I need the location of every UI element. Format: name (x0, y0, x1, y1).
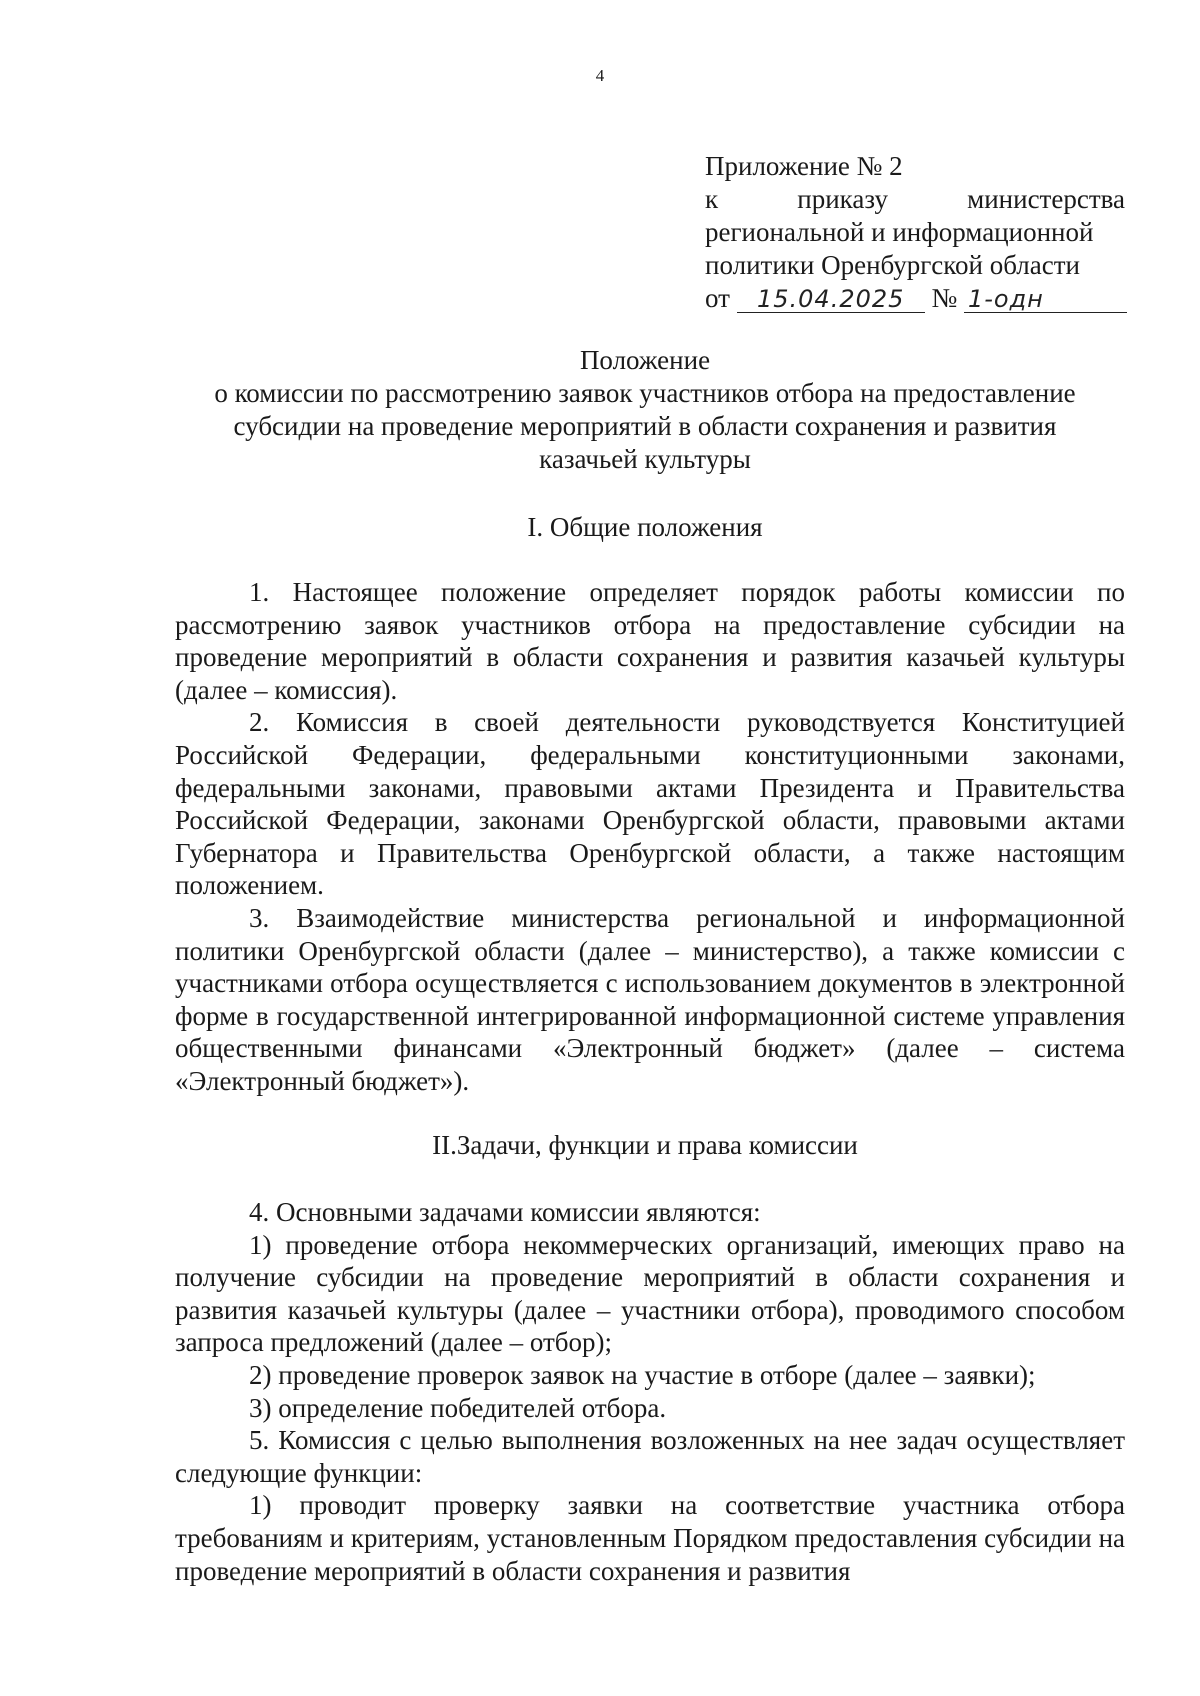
paragraph: 1) проведение отбора некоммерческих организаций, имеющих право на получение субсидии на проведение мероприятий в области сохранения и развития казачьей культуры (далее – участники отбора), проводимого способом запроса предложений (далее – отбор); (175, 1229, 1125, 1358)
document-heading: Положение (579, 345, 711, 375)
paragraph: 1) проводит проверку заявки на соответствие участника отбора требованиям и критериям, установленным Порядком предоставления субсидии на проведение мероприятий в области сохранения и развития (175, 1490, 1125, 1586)
paragraph: 5. Комиссия с целью выполнения возложенных на нее задач осуществляет следующие функции: (175, 1425, 1125, 1488)
appendix-line-1: к приказу министерства (705, 184, 1125, 214)
paragraph: 2. Комиссия в своей деятельности руководствуется Конституцией Российской Федерации, федеральными конституционными законами, федеральными законами, правовыми актами Президента и Правительства Российской Федерации, законами Оренбургской области, правовыми актами Губернатора и Правительства Оренбургской области, а также настоящим положением. (175, 707, 1125, 901)
appendix-line-3: политики Оренбургской области (705, 250, 1080, 280)
appendix-line-2: региональной и информационной (705, 217, 1094, 247)
section-1-body (175, 576, 1125, 1098)
document-subtitle-line-1: о комиссии по рассмотрению заявок участников отбора на предоставление (214, 378, 1076, 408)
paragraph: 3. Взаимодействие министерства региональной и информационной политики Оренбургской области (далее – министерство), а также комиссии с участниками отбора осуществляется с использованием документов в электронной форме в государственной интегрированной информационной системе управления общественными финансами «Электронный бюджет» (далее – система «Электронный бюджет»). (175, 902, 1125, 1096)
paragraph: 4. Основными задачами комиссии являются: (249, 1197, 761, 1227)
section-2-heading: II.Задачи, функции и права комиссии (432, 1130, 858, 1160)
number-prefix: № (931, 283, 958, 313)
document-title (170, 344, 1120, 476)
appendix-date-line (705, 282, 1125, 315)
paragraph: 3) определение победителей отбора. (249, 1392, 667, 1423)
handwritten-date: 15.04.2025 (737, 286, 925, 313)
paragraph: 1. Настоящее положение определяет порядок работы комиссии по рассмотрению заявок участников отбора на предоставление субсидии на проведение мероприятий в области сохранения и развития казачьей культуры (далее – комиссия). (175, 577, 1125, 705)
handwritten-number: 1-одн (964, 286, 1127, 313)
page-number: 4 (595, 66, 605, 85)
appendix-title: Приложение № 2 (705, 151, 903, 181)
appendix-block (705, 150, 1125, 315)
document-subtitle-line-2: субсидии на проведение мероприятий в области сохранения и развития (233, 411, 1057, 441)
section-2-body (175, 1196, 1125, 1587)
document-subtitle-line-3: казачьей культуры (539, 444, 751, 474)
section-1-heading: I. Общие положения (527, 512, 763, 542)
date-prefix: от (705, 283, 730, 313)
paragraph: 2) проведение проверок заявок на участие в отборе (далее – заявки); (249, 1359, 1036, 1390)
